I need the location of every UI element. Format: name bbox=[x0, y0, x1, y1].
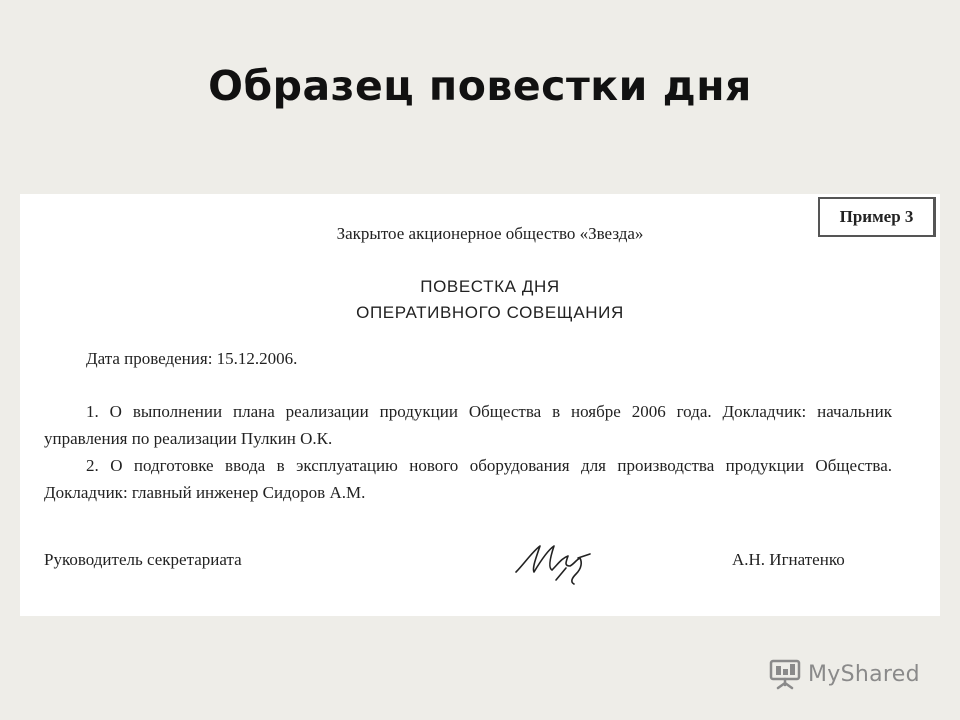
signer-role: Руководитель секретариата bbox=[44, 550, 242, 569]
slide-title: Образец повестки дня bbox=[208, 62, 752, 110]
handwritten-signature bbox=[510, 534, 600, 590]
agenda-item: 1. О выполнении плана реализации продукции Общества в ноябре 2006 года. Докладчик: начальник управления по реализации Пулкин О.К. bbox=[44, 402, 892, 448]
watermark bbox=[768, 656, 920, 692]
organization-name: Закрытое акционерное общество «Звезда» bbox=[336, 224, 644, 243]
document-title-line-1: ПОВЕСТКА ДНЯ bbox=[420, 277, 560, 296]
watermark-text: MyShared bbox=[808, 661, 920, 687]
document-sample bbox=[20, 194, 940, 616]
presentation-screen-icon bbox=[768, 658, 802, 690]
example-label-box: Пример 3 bbox=[818, 197, 936, 237]
signer-name: А.Н. Игнатенко bbox=[732, 550, 845, 569]
document-title-line-2: ОПЕРАТИВНОГО СОВЕЩАНИЯ bbox=[356, 303, 624, 322]
document-title bbox=[20, 274, 940, 326]
agenda-items bbox=[44, 398, 892, 506]
meeting-date: Дата проведения: 15.12.2006. bbox=[86, 349, 298, 368]
agenda-item: 2. О подготовке ввода в эксплуатацию нового оборудования для производства продукции Общества. Докладчик: главный инженер Сидоров А.М. bbox=[44, 456, 892, 502]
